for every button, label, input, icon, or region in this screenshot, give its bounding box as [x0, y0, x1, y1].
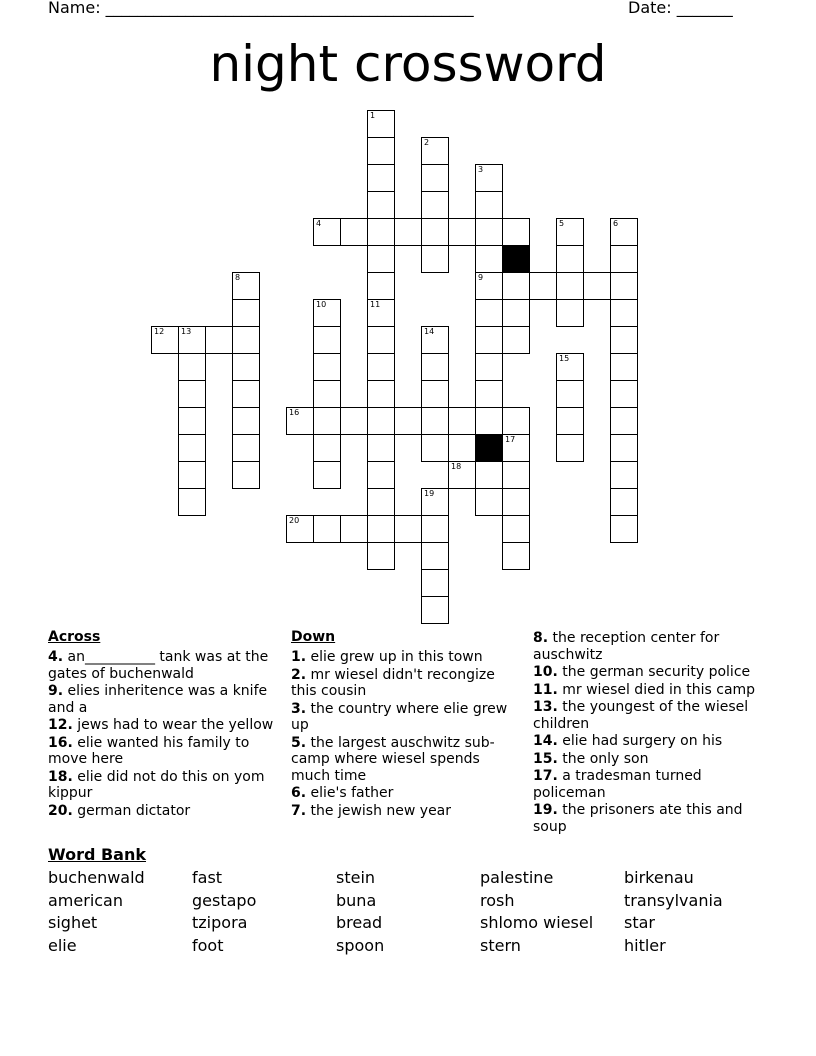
clue-number: 9 [478, 273, 484, 282]
grid-cell[interactable] [610, 299, 638, 327]
grid-cell[interactable] [232, 299, 260, 327]
grid-cell[interactable] [502, 407, 530, 435]
grid-cell[interactable] [367, 110, 395, 138]
grid-cell[interactable] [367, 488, 395, 516]
word-bank-item: foot [192, 936, 224, 956]
grid-cell[interactable] [610, 434, 638, 462]
grid-cell[interactable] [475, 326, 503, 354]
clue-number: 20 [289, 516, 300, 525]
clue-number: 6 [613, 219, 619, 228]
grid-cell[interactable] [313, 434, 341, 462]
grid-cell[interactable] [421, 380, 449, 408]
grid-cell[interactable] [340, 218, 368, 246]
grid-cell[interactable] [556, 434, 584, 462]
clue-number: 8 [235, 273, 241, 282]
clue-down-10: 10. the german security police [533, 664, 751, 680]
grid-cell[interactable] [367, 326, 395, 354]
word-bank-item: shlomo wiesel [480, 913, 594, 933]
grid-cell[interactable] [475, 407, 503, 435]
grid-cell[interactable] [475, 380, 503, 408]
clue-across-4: 4. an__________ tank was at the gates of buchenwald [48, 649, 269, 682]
word-bank-item: palestine [480, 868, 554, 887]
grid-cell[interactable] [178, 488, 206, 516]
clue-down-7: 7. the jewish new year [291, 802, 452, 819]
grid-cell[interactable] [502, 272, 530, 300]
grid-cell[interactable] [556, 218, 584, 246]
grid-cell[interactable] [421, 488, 449, 516]
grid-cell[interactable] [502, 515, 530, 543]
word-bank [48, 867, 768, 958]
clue-down-6: 6. elie's father [291, 785, 394, 801]
grid-cell[interactable] [610, 218, 638, 246]
clue-down-14: 14. elie had surgery on his [533, 733, 723, 749]
grid-cell[interactable] [529, 272, 557, 300]
grid-cell[interactable] [313, 353, 341, 381]
grid-cell[interactable] [475, 245, 503, 273]
clue-across-9: 9. elies inheritence was a knife and a [48, 683, 268, 716]
grid-cell[interactable] [178, 380, 206, 408]
page-title: night crossword [209, 35, 607, 93]
grid-cell[interactable] [421, 596, 449, 624]
grid-cell[interactable] [232, 380, 260, 408]
grid-cell[interactable] [502, 461, 530, 489]
grid-cell[interactable] [232, 272, 260, 300]
name-field[interactable]: Name: ______________________________________________ [48, 0, 474, 17]
grid-cell[interactable] [367, 380, 395, 408]
across-heading: Across [48, 629, 101, 645]
clue-number: 17 [505, 435, 516, 444]
grid-cell[interactable] [421, 407, 449, 435]
grid-cell[interactable] [232, 461, 260, 489]
grid-cell[interactable] [448, 461, 476, 489]
grid-cell[interactable] [232, 353, 260, 381]
date-field[interactable]: Date: _______ [628, 0, 733, 17]
grid-cell[interactable] [610, 488, 638, 516]
grid-cell[interactable] [610, 515, 638, 543]
word-bank-item: spoon [336, 936, 385, 956]
grid-cell[interactable] [502, 488, 530, 516]
grid-cell[interactable] [340, 515, 368, 543]
grid-cell[interactable] [178, 326, 206, 354]
word-bank-item: sighet [48, 913, 98, 933]
clue-number: 2 [424, 138, 430, 147]
grid-cell[interactable] [313, 299, 341, 327]
grid-cell[interactable] [313, 218, 341, 246]
grid-cell[interactable] [421, 542, 449, 570]
grid-cell[interactable] [475, 164, 503, 192]
grid-cell[interactable] [286, 407, 314, 435]
grid-cell[interactable] [448, 407, 476, 435]
grid-cell[interactable] [367, 299, 395, 327]
grid-cell[interactable] [556, 380, 584, 408]
grid-cell[interactable] [367, 515, 395, 543]
grid-cell[interactable] [232, 407, 260, 435]
grid-cell[interactable] [232, 326, 260, 354]
black-cell [502, 245, 530, 273]
grid-cell[interactable] [367, 191, 395, 219]
clue-number: 10 [316, 300, 327, 309]
grid-cell[interactable] [340, 407, 368, 435]
grid-cell[interactable] [421, 245, 449, 273]
clue-number: 1 [370, 111, 376, 120]
clue-number: 18 [451, 462, 462, 471]
grid-cell[interactable] [421, 434, 449, 462]
grid-cell[interactable] [421, 137, 449, 165]
grid-cell[interactable] [367, 164, 395, 192]
clue-number: 19 [424, 489, 435, 498]
grid-cell[interactable] [232, 434, 260, 462]
grid-cell[interactable] [556, 272, 584, 300]
word-bank-heading: Word Bank [48, 845, 147, 864]
word-bank-item: stern [480, 936, 521, 956]
grid-cell[interactable] [367, 353, 395, 381]
grid-cell[interactable] [421, 218, 449, 246]
grid-cell[interactable] [610, 407, 638, 435]
clue-across-18: 18. elie did not do this on yom kippur [48, 768, 265, 801]
grid-cell[interactable] [151, 326, 179, 354]
word-bank-item: tzipora [192, 913, 248, 933]
grid-cell[interactable] [610, 353, 638, 381]
grid-cell[interactable] [475, 218, 503, 246]
clue-across-20: 20. german dictator [48, 802, 191, 819]
clue-number: 16 [289, 408, 300, 417]
grid-cell[interactable] [556, 407, 584, 435]
grid-cell[interactable] [556, 299, 584, 327]
grid-cell[interactable] [421, 515, 449, 543]
grid-cell[interactable] [313, 461, 341, 489]
clue-number: 14 [424, 327, 435, 336]
clue-across-12: 12. jews had to wear the yellow [48, 717, 274, 733]
grid-cell[interactable] [421, 326, 449, 354]
grid-cell[interactable] [313, 515, 341, 543]
grid-cell[interactable] [394, 407, 422, 435]
clue-down-1: 1. elie grew up in this town [291, 649, 483, 665]
grid-cell[interactable] [367, 434, 395, 462]
word-bank-item: transylvania [624, 890, 723, 910]
grid-cell[interactable] [313, 380, 341, 408]
grid-cell[interactable] [178, 461, 206, 489]
clue-across-16: 16. elie wanted his family to move here [48, 734, 250, 767]
grid-cell[interactable] [421, 164, 449, 192]
word-bank-item: elie [48, 936, 77, 956]
grid-cell[interactable] [367, 245, 395, 273]
word-bank-item: birkenau [624, 868, 694, 887]
word-bank-item: star [624, 913, 655, 933]
clue-down-5: 5. the largest auschwitz sub-camp where wiesel spends much time [291, 734, 495, 784]
word-bank-item: rosh [480, 890, 515, 910]
grid-cell[interactable] [367, 272, 395, 300]
clue-down-2: 2. mr wiesel didn't recongize this cousin [291, 666, 495, 699]
grid-cell[interactable] [367, 542, 395, 570]
grid-cell[interactable] [394, 515, 422, 543]
grid-cell[interactable] [502, 434, 530, 462]
grid-cell[interactable] [556, 245, 584, 273]
clue-number: 4 [316, 219, 322, 228]
grid-cell[interactable] [367, 461, 395, 489]
grid-cell[interactable] [610, 245, 638, 273]
grid-cell[interactable] [556, 353, 584, 381]
grid-cell[interactable] [448, 218, 476, 246]
clue-down-19: 19. the prisoners ate this and soup [533, 802, 743, 835]
clue-number: 12 [154, 327, 165, 336]
down-clues [291, 628, 523, 820]
down-clues-continued [533, 630, 765, 836]
grid-cell[interactable] [475, 488, 503, 516]
word-bank-item: american [48, 890, 123, 910]
word-bank-item: buna [336, 890, 377, 910]
grid-cell[interactable] [610, 461, 638, 489]
grid-cell[interactable] [313, 326, 341, 354]
grid-cell[interactable] [502, 326, 530, 354]
grid-cell[interactable] [502, 218, 530, 246]
clue-number: 15 [559, 354, 570, 363]
grid-cell[interactable] [502, 542, 530, 570]
clue-down-17: 17. a tradesman turned policeman [533, 768, 702, 801]
grid-cell[interactable] [475, 191, 503, 219]
grid-cell[interactable] [286, 515, 314, 543]
word-bank-item: gestapo [192, 890, 257, 910]
clue-down-8: 8. the reception center for auschwitz [533, 630, 720, 663]
grid-cell[interactable] [367, 218, 395, 246]
clue-down-15: 15. the only son [533, 750, 649, 767]
grid-cell[interactable] [367, 137, 395, 165]
black-cell [475, 434, 503, 462]
word-bank-item: buchenwald [48, 868, 145, 887]
grid-cell[interactable] [610, 272, 638, 300]
clue-number: 13 [181, 327, 192, 336]
grid-cell[interactable] [475, 299, 503, 327]
word-bank-item: fast [192, 868, 223, 887]
clue-down-3: 3. the country where elie grew up [291, 700, 508, 733]
clue-number: 3 [478, 165, 484, 174]
grid-cell[interactable] [421, 569, 449, 597]
grid-cell[interactable] [367, 407, 395, 435]
grid-cell[interactable] [178, 353, 206, 381]
word-bank-item: hitler [624, 936, 666, 956]
clue-down-11: 11. mr wiesel died in this camp [533, 681, 756, 698]
grid-cell[interactable] [178, 407, 206, 435]
word-bank-item: bread [336, 913, 383, 933]
down-heading: Down [291, 629, 336, 645]
clue-number: 11 [370, 300, 381, 309]
grid-cell[interactable] [502, 299, 530, 327]
grid-cell[interactable] [178, 434, 206, 462]
grid-cell[interactable] [475, 461, 503, 489]
grid-cell[interactable] [475, 353, 503, 381]
grid-cell[interactable] [205, 326, 233, 354]
clue-down-13: 13. the youngest of the wiesel children [533, 699, 749, 732]
grid-cell[interactable] [313, 407, 341, 435]
grid-cell[interactable] [610, 380, 638, 408]
clue-number: 5 [559, 219, 565, 228]
grid-cell[interactable] [583, 272, 611, 300]
grid-cell[interactable] [421, 353, 449, 381]
across-clues [48, 628, 280, 820]
grid-cell[interactable] [394, 218, 422, 246]
grid-cell[interactable] [610, 326, 638, 354]
grid-cell[interactable] [475, 272, 503, 300]
grid-cell[interactable] [421, 191, 449, 219]
word-bank-item: stein [336, 868, 376, 887]
